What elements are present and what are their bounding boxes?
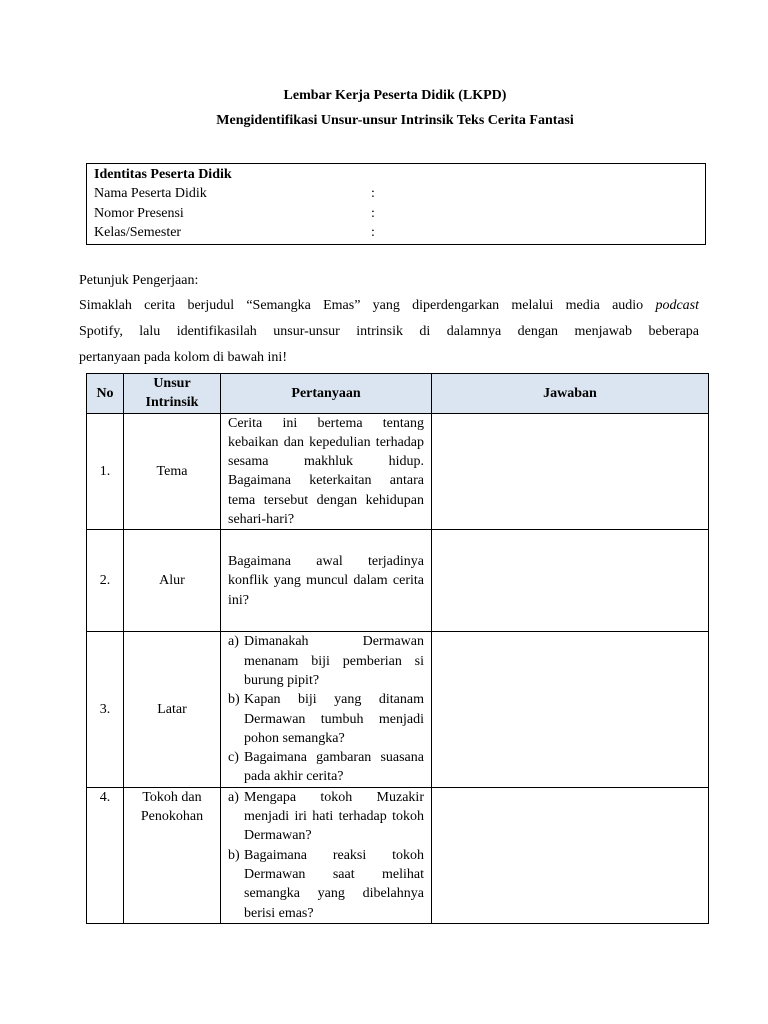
table-row <box>87 632 709 787</box>
row-question-list <box>221 787 432 923</box>
item-text: Kapan biji yang ditanam Dermawan tumbuh menjadi pohon semangka? <box>244 692 424 746</box>
row-question-list <box>221 632 432 787</box>
row-unsur-line-2: Penokohan <box>140 809 204 825</box>
table-row <box>87 530 709 632</box>
header-unsur <box>124 374 221 414</box>
row-unsur-line-1: Tokoh dan <box>142 789 202 805</box>
identity-heading: Identitas Peserta Didik <box>94 167 232 182</box>
identity-row-class <box>94 223 698 243</box>
header-unsur-line-1: Unsur <box>153 376 191 391</box>
item-marker: c) <box>228 750 239 766</box>
row-number: 2. <box>87 530 124 632</box>
question-item <box>228 632 424 690</box>
document-subtitle: Mengidentifikasi Unsur-unsur Intrinsik Teks Cerita Fantasi <box>216 113 574 128</box>
header-no: No <box>87 374 124 414</box>
table-row <box>87 413 709 530</box>
worksheet-table <box>86 373 709 924</box>
identity-row-name <box>94 184 698 204</box>
row-question: Bagaimana awal terjadinya konflik yang muncul dalam cerita ini? <box>221 530 432 632</box>
instructions-podcast-word: podcast <box>655 298 699 313</box>
identity-colon: : <box>371 186 375 201</box>
item-text: Mengapa tokoh Muzakir menjadi iri hati terhadap tokoh Dermawan? <box>244 789 424 844</box>
item-text: Dimanakah Dermawan menanam biji pemberian si burung pipit? <box>244 634 424 688</box>
identity-box <box>86 163 706 245</box>
answer-cell[interactable] <box>432 413 709 530</box>
instructions-line-1 <box>79 293 699 319</box>
identity-label: Kelas/Semester <box>94 225 182 241</box>
table-row <box>87 787 709 923</box>
answer-cell[interactable] <box>432 530 709 632</box>
row-unsur: Alur <box>124 530 221 632</box>
header-pertanyaan: Pertanyaan <box>221 374 432 414</box>
item-text: Bagaimana reaksi tokoh Dermawan saat melihat semangka yang dibelahnya berisi emas? <box>244 847 424 921</box>
identity-label: Nama Peserta Didik <box>94 186 207 201</box>
question-item <box>228 748 424 787</box>
question-item <box>228 690 424 748</box>
row-unsur: Tema <box>124 413 221 530</box>
instructions-line-3: pertanyaan pada kolom di bawah ini! <box>79 350 287 365</box>
instructions-text <box>79 293 699 371</box>
identity-colon: : <box>371 205 375 221</box>
answer-cell[interactable] <box>432 632 709 787</box>
row-number: 1. <box>87 413 124 530</box>
row-unsur <box>124 787 221 923</box>
row-number: 3. <box>87 632 124 787</box>
row-question: Cerita ini bertema tentang kebaikan dan kepedulian terhadap sesama makhluk hidup. Bagaimana keterkaitan antara tema tersebut dengan kehidupan sehari-hari? <box>221 413 432 530</box>
item-text: Bagaimana gambaran suasana pada akhir cerita? <box>244 750 424 785</box>
identity-colon: : <box>371 225 375 241</box>
document-title: Lembar Kerja Peserta Didik (LKPD) <box>283 88 507 103</box>
item-marker: b) <box>228 692 240 708</box>
question-item <box>228 788 424 846</box>
item-marker: a) <box>228 634 239 650</box>
identity-label: Nomor Presensi <box>94 205 184 221</box>
item-marker: b) <box>228 847 240 863</box>
item-marker: a) <box>228 789 239 805</box>
identity-row-presence <box>94 204 698 224</box>
answer-cell[interactable] <box>432 787 709 923</box>
table-header-row <box>87 374 709 414</box>
header-jawaban: Jawaban <box>432 374 709 414</box>
row-number: 4. <box>87 787 124 923</box>
row-unsur: Latar <box>124 632 221 787</box>
instructions-line-1-text: Simaklah cerita berjudul “Semangka Emas” yang diperdengarkan melalui media audio <box>79 298 644 313</box>
instructions-heading: Petunjuk Pengerjaan: <box>79 273 199 288</box>
question-item <box>228 846 424 923</box>
instructions-line-2: Spotify, lalu identifikasilah unsur-unsur intrinsik di dalamnya dengan menjawab beberapa <box>79 324 699 339</box>
header-unsur-line-2: Intrinsik <box>145 395 199 411</box>
